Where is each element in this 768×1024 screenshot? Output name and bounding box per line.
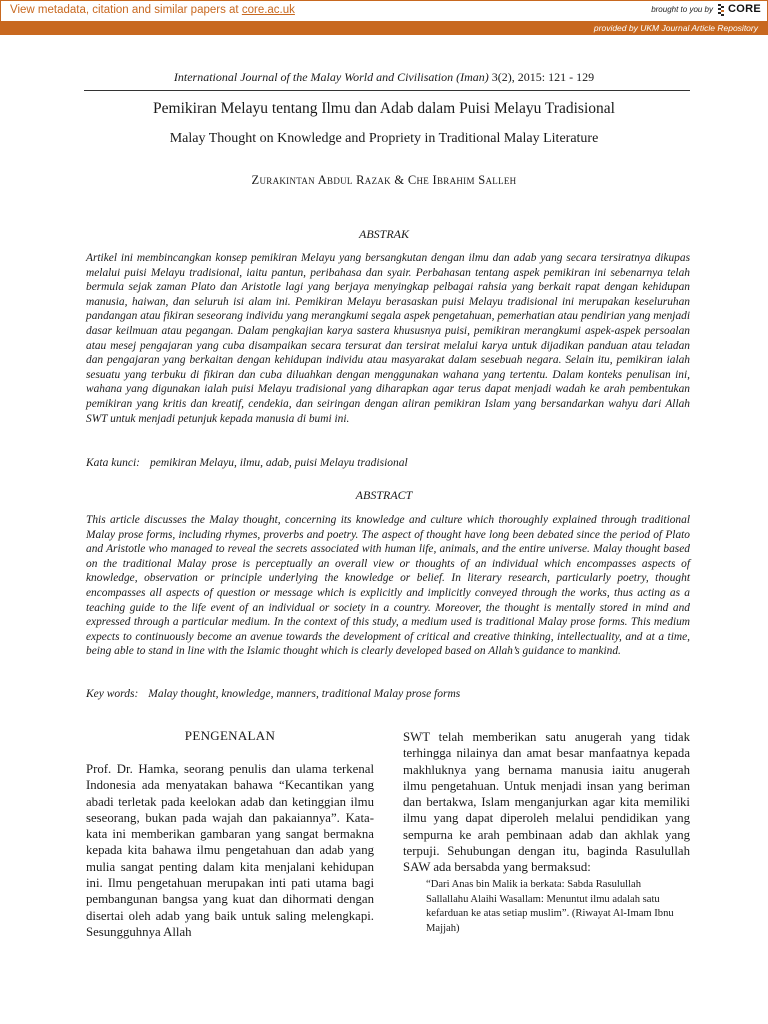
abstrak-body: Artikel ini membincangkan konsep pemikiran Melayu yang bersangkutan dengan ilmu dan adab yang secara tersiratnya dikupas melalui puisi Melayu tradisional, iaitu pantun, peribahasa dan syair. Perbahasan tentang aspek pemikiran ini sebenarnya telah bermula sejak zaman Plato dan Aristotle lagi yang berjaya menyingkap pelbagai rahsia yang berkait rapat dengan kehidupan manusia, haiwan, dan seluruh isi alam ini. Pemikiran Melayu berasaskan puisi Melayu tradisional ini merupakan keseluruhan pandangan atau fikiran seseorang individu yang merangkumi segala aspek pengetahuan, pemerhatian atau pendirian yang menjadi dasar keilmuan atau pegangan. Dalam pengkajian karya sastera khususnya puisi, pemikiran merangkumi aspek-aspek persoalan atau mesej pengajaran yang cuba disampaikan secara tersurat dan tersirat melalui karya untuk dijadikan panduan atau teladan dan pengajaran yang berkaitan dengan kehidupan individu atau masyarakat dalam sesebuah negara. Selain itu, pemikiran ialah sesuatu yang terbuku di fikiran dan cuba diluahkan dengan menggunakan wahana yang tertentu. Dalam konteks penulisan ini, wahana yang digunakan ialah puisi Melayu tradisional yang diharapkan agar terus dapat menjadi wadah ke arah pembentukan pemikiran yang kritis dan kreatif, cendekia, dan seiringan dengan aliran pemikiran Islam yang bersandarkan wahyu dari Allah SWT untuk menjadi petunjuk kepada manusia di bumi ini. <box>86 252 690 425</box>
core-logo-icon <box>716 3 726 15</box>
abstract-keywords <box>86 688 690 700</box>
header-divider <box>84 90 690 91</box>
abstract-keywords-list: Malay thought, knowledge, manners, traditional Malay prose forms <box>148 688 461 700</box>
body-left-column: Prof. Dr. Hamka, seorang penulis dan ulama terkenal Indonesia ada menyatakan bahawa “Kecantikan yang abadi terletak pada keelokan adab dan ketinggian ilmu seseorang, bukan pada wajah dan pakaiannya”. Kata-kata ini memberikan gambaran yang sangat bermakna kepada kita bahawa ilmu pengetahuan dan adab yang mulia sangat penting dalam kita menjalani kehidupan ini. Ilmu pengetahuan merupakan inti pati utama bagi pembangunan bangsa yang kuat dan dihormati dengan disertai oleh adab yang baik untuk saling melengkapi. Sesungguhnya Allah <box>86 762 374 939</box>
abstract-keywords-label: Key words: <box>86 688 139 700</box>
journal-volume-pages: 3(2), 2015: 121 - 129 <box>488 70 595 84</box>
abstract-heading: ABSTRACT <box>355 488 413 502</box>
article-title-english: Malay Thought on Knowledge and Propriety in Traditional Malay Literature <box>169 131 599 146</box>
article-title-malay: Pemikiran Melayu tentang Ilmu dan Adab dalam Puisi Melayu Tradisional <box>153 100 615 117</box>
author-list: Zurakintan Abdul Razak & Che Ibrahim Salleh <box>251 173 517 187</box>
provider-strip <box>0 21 768 35</box>
abstrak-keywords-label: Kata kunci: <box>86 457 140 469</box>
metadata-notice <box>10 4 295 16</box>
core-wordmark: CORE <box>728 3 761 15</box>
core-link[interactable]: core.ac.uk <box>241 4 295 16</box>
journal-name: International Journal of the Malay World and Civilisation (Iman) <box>173 70 489 84</box>
core-banner <box>0 0 768 22</box>
hadith-quote: “Dari Anas bin Malik ia berkata: Sabda Rasulullah Sallallahu Alaihi Wasallam: Menuntut ilmu adalah satu kefarduan ke atas setiap muslim”. (Riwayat Al-Imam Ibnu Majjah) <box>426 879 674 934</box>
journal-citation <box>0 70 768 85</box>
brought-by-text: brought to you by <box>651 4 714 14</box>
abstract-body: This article discusses the Malay thought, concerning its knowledge and culture which thoroughly explained through traditional Malay prose forms, including rhymes, proverbs and poetry. The aspect of thought have long been debated since the period of Plato and Aristotle who managed to reveal the secrets associated with human life, animals, and the entire universe. Malay thought based on the traditional Malay prose is perceptually an overall view or thoughts of an individual which encompasses aspects of knowledge, observation or principle underlying the knowledge or belief. In literary research, particularly poetry, thought encompasses all aspects of question or message which is explicitly and implicitly conveyed through the works, thus acting as a teaching guide to the life event of an individual or society in a country. Moreover, the thought is mentally stored in mind and expressed through a particular medium. In the context of this study, a medium used is traditional Malay prose forms. This medium expects to continuously become an avenue towards the development of critical and creative thinking, intellectuality, and at a time, being able to stand in line with the Islamic thought which is clearly developed based on Allah’s guidance to mankind. <box>86 514 690 658</box>
provided-by-text: provided by UKM Journal Article Repository <box>593 23 758 33</box>
metadata-notice-text: View metadata, citation and similar papers at <box>10 4 239 16</box>
section-heading-pengenalan: PENGENALAN <box>184 728 276 743</box>
core-branding[interactable] <box>651 3 761 15</box>
body-right-column: SWT telah memberikan satu anugerah yang tidak terhingga nilainya dan amat besar manfaatnya kepada makhluknya yang bernama manusia iaitu anugerah ilmu pengetahuan. Untuk menjadi insan yang beriman dan bertakwa, Islam menganjurkan agar kita memiliki ilmu yang dapat diperoleh melalui pendidikan yang sempurna ke arah pembinaan adab dan akhlak yang terpuji. Sehubungan dengan itu, baginda Rasulullah SAW ada bersabda yang bermaksud: <box>403 730 690 875</box>
abstrak-keywords <box>86 457 690 469</box>
abstrak-keywords-list: pemikiran Melayu, ilmu, adab, puisi Melayu tradisional <box>149 457 408 469</box>
abstrak-heading: ABSTRAK <box>359 227 409 241</box>
